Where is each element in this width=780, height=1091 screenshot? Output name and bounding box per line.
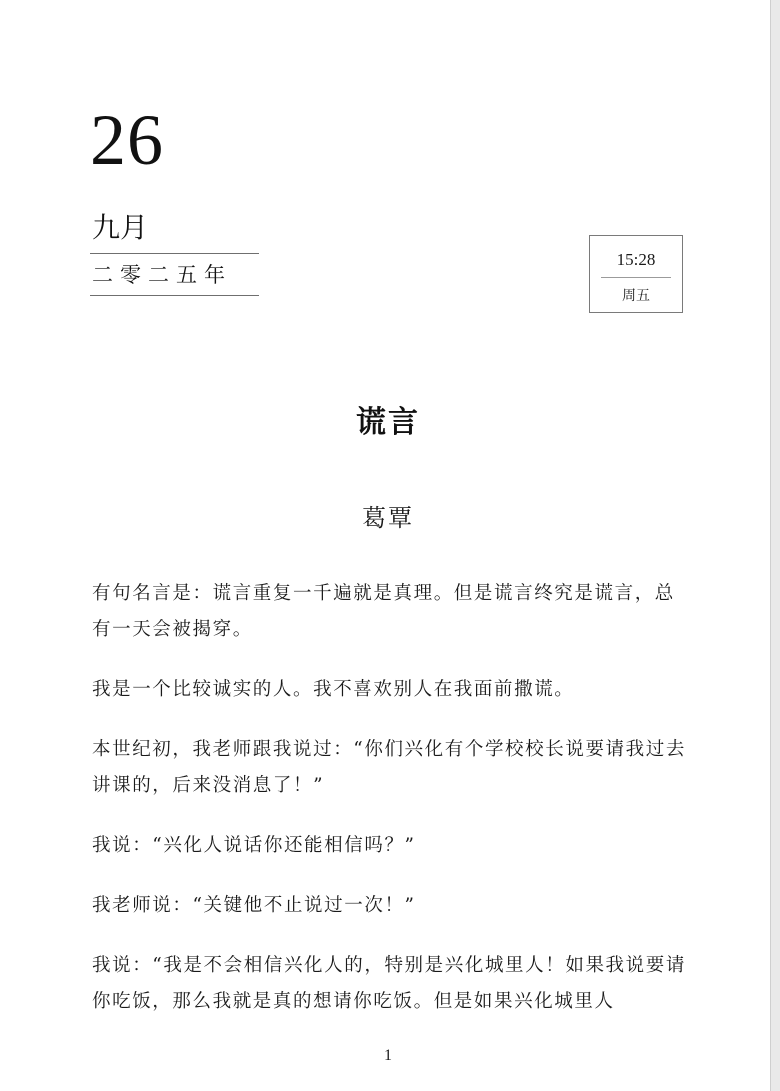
paragraph: 我是一个比较诚实的人。我不喜欢别人在我面前撒谎。 (92, 679, 575, 700)
time-box (589, 235, 683, 313)
article-author: 葛覃 (362, 504, 414, 532)
paragraph: 我说：“我是不会相信兴化人的，特别是兴化城里人！如果我说要请你吃饭，那么我就是真的想请你吃饭。但是如果兴化城里人 (92, 955, 686, 1012)
paragraph: 有句名言是：谎言重复一千遍就是真理。但是谎言终究是谎言，总有一天会被揭穿。 (92, 583, 675, 640)
paragraph: 我说：“兴化人说话你还能相信吗？” (92, 835, 416, 856)
date-month: 九月 (92, 211, 149, 244)
time-divider (601, 277, 671, 278)
date-divider (90, 295, 259, 296)
article-title: 谎言 (356, 405, 420, 440)
paragraph: 我老师说：“关键他不止说过一次！” (92, 895, 416, 916)
date-day: 26 (90, 100, 164, 180)
weekday-label: 周五 (622, 288, 650, 304)
date-divider (90, 253, 259, 254)
time-label: 15:28 (616, 250, 656, 269)
page-number: 1 (384, 1047, 392, 1064)
article-body (92, 576, 692, 1044)
paragraph: 本世纪初，我老师跟我说过：“你们兴化有个学校校长说要请我过去讲课的，后来没消息了！” (92, 739, 686, 796)
date-year: 二零二五年 (92, 263, 232, 287)
